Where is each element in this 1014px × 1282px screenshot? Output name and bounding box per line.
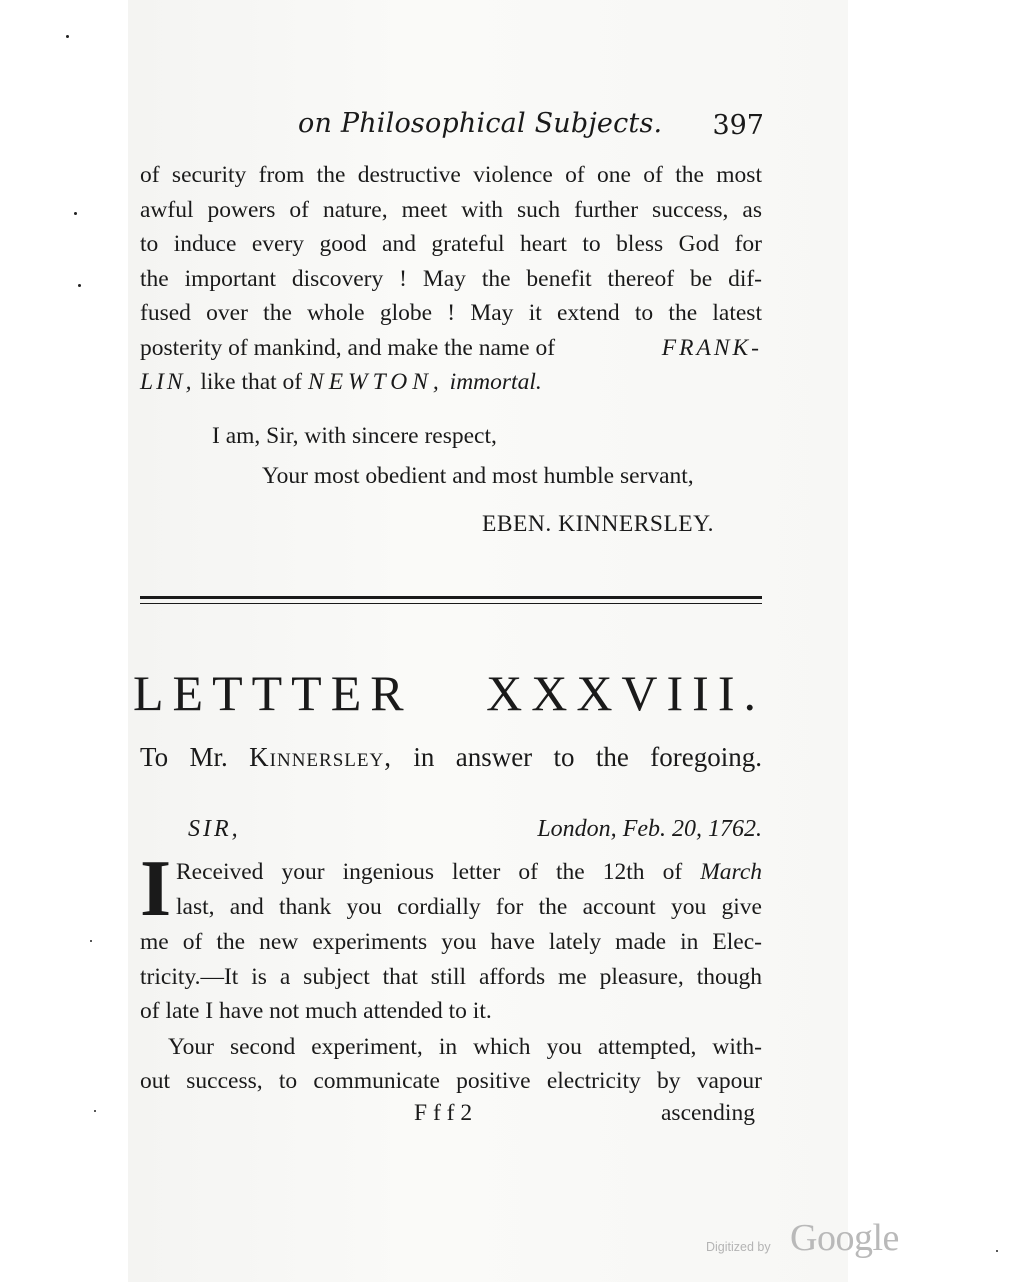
text-fragment: like that of (200, 369, 303, 395)
text-line: fused over the whole globe ! May it extend to the latest (140, 300, 762, 326)
dust-speck (90, 940, 92, 942)
text-fragment: Received your ingenious letter of the 12th of (176, 859, 683, 885)
drop-cap: I (140, 845, 172, 933)
letter-paragraph-1-indented (176, 855, 762, 924)
section-rule (140, 603, 762, 604)
letter-address (140, 742, 762, 773)
letter-title: LETTTER XXXVIII. (133, 665, 765, 721)
digitized-watermark (706, 1217, 914, 1260)
text-fragment: posterity of mankind, and make the name of (140, 334, 556, 361)
google-logo: Google (790, 1217, 899, 1259)
signature-mark: F f f 2 (414, 1100, 473, 1126)
text-line: out success, to communicate positive electricity by vapour (140, 1068, 762, 1094)
month-name: March (700, 859, 762, 885)
text-line: Your second experiment, in which you attempted, with- (168, 1034, 762, 1060)
running-head-title: on Philosophical Subjects. (298, 108, 663, 139)
address-prefix: To Mr. (140, 742, 228, 772)
letter-paragraph-2 (140, 1064, 762, 1099)
text-line: of security from the destructive violence of one of the most (140, 162, 762, 188)
address-name: Kinnersley, (249, 742, 392, 772)
closing-regards: I am, Sir, with sincere respect, (212, 423, 497, 449)
newton-name: NEWTON, (308, 369, 444, 395)
letter-paragraph-2-first (168, 1030, 762, 1065)
text-line: me of the new experiments you have lately made in Elec- (140, 929, 762, 955)
text-line: to induce every good and grateful heart to bless God for (140, 231, 762, 257)
text-line: the important discovery ! May the benefit thereof be dif- (140, 265, 762, 292)
dust-speck (78, 284, 81, 287)
section-rule (140, 596, 762, 599)
date: Feb. 20, 1762. (622, 816, 762, 842)
letter-paragraph-1 (140, 925, 762, 1029)
dust-speck (74, 212, 77, 215)
dust-speck (66, 35, 69, 38)
address-suffix: in answer to the foregoing. (413, 742, 763, 772)
franklin-name-end: LIN, (140, 369, 195, 395)
closing-servant: Your most obedient and most humble servant, (262, 463, 694, 489)
franklin-name-part: FRANK- (661, 334, 762, 361)
text-line: last, and thank you cordially for the account you give (176, 893, 762, 920)
page-number: 397 (712, 110, 764, 141)
text-line (176, 855, 762, 890)
dust-speck (996, 1250, 998, 1252)
text-line (140, 331, 762, 366)
signature: EBEN. KINNERSLEY. (482, 511, 714, 537)
dateline (537, 816, 762, 843)
catchword: ascending (661, 1100, 755, 1126)
salutation: SIR, (188, 816, 241, 842)
digitized-by-text: Digitized by (706, 1240, 771, 1254)
text-line: awful powers of nature, meet with such further success, as (140, 196, 762, 223)
running-head (140, 108, 764, 152)
dust-speck (94, 1110, 96, 1112)
continuation-paragraph (140, 158, 762, 400)
place: London, (537, 816, 617, 842)
text-line: of late I have not much attended to it. (140, 998, 492, 1024)
text-line: tricity.—It is a subject that still affords me pleasure, though (140, 963, 762, 990)
text-line (140, 365, 762, 400)
text-fragment: immortal. (449, 369, 542, 395)
